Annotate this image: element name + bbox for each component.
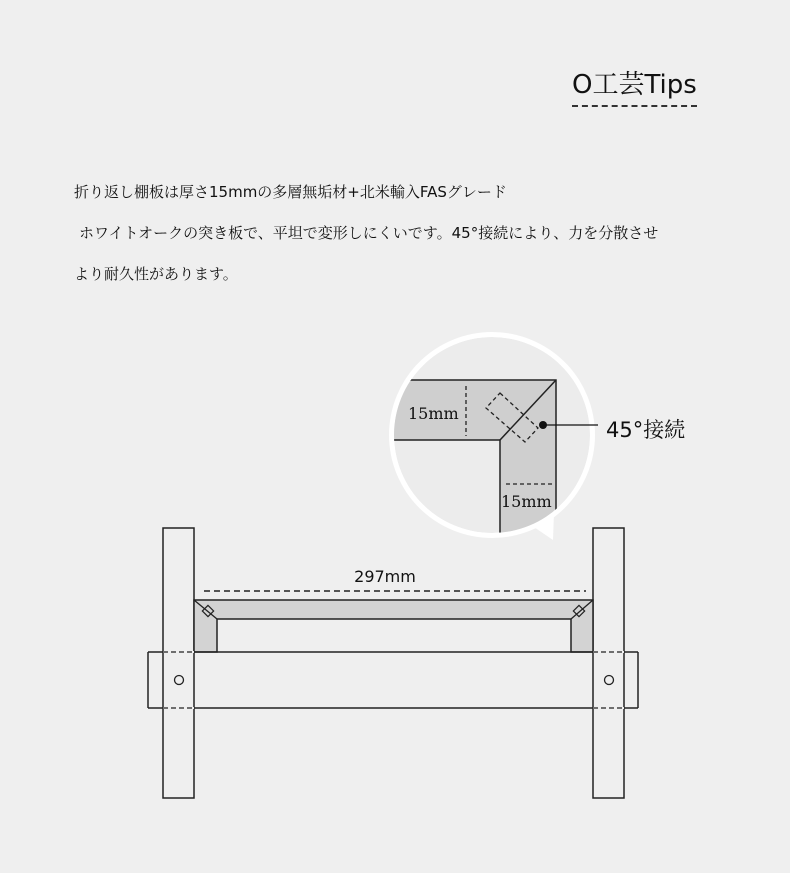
bolt-hole-left <box>175 676 184 685</box>
description-line-2: ホワイトオークの突き板で、平坦で変形しにくいです。45°接続により、力を分散させ <box>79 224 659 242</box>
joint-label: 45°接続 <box>606 418 686 442</box>
thickness-label-horizontal: 15mm <box>408 404 459 423</box>
right-post <box>593 528 624 798</box>
lower-frame <box>148 652 638 708</box>
left-post <box>163 528 194 798</box>
description-line-3: より耐久性があります。 <box>74 265 238 283</box>
section-title: O工芸Tips <box>572 64 697 107</box>
joint-detail-callout <box>380 332 595 545</box>
span-dimension-label: 297mm <box>354 567 416 586</box>
thickness-label-vertical: 15mm <box>501 492 552 511</box>
description-line-1: 折り返し棚板は厚さ15mmの多層無垢材+北米輸入FASグレード <box>74 183 507 201</box>
shelf-board <box>194 600 593 652</box>
bolt-hole-right <box>605 676 614 685</box>
